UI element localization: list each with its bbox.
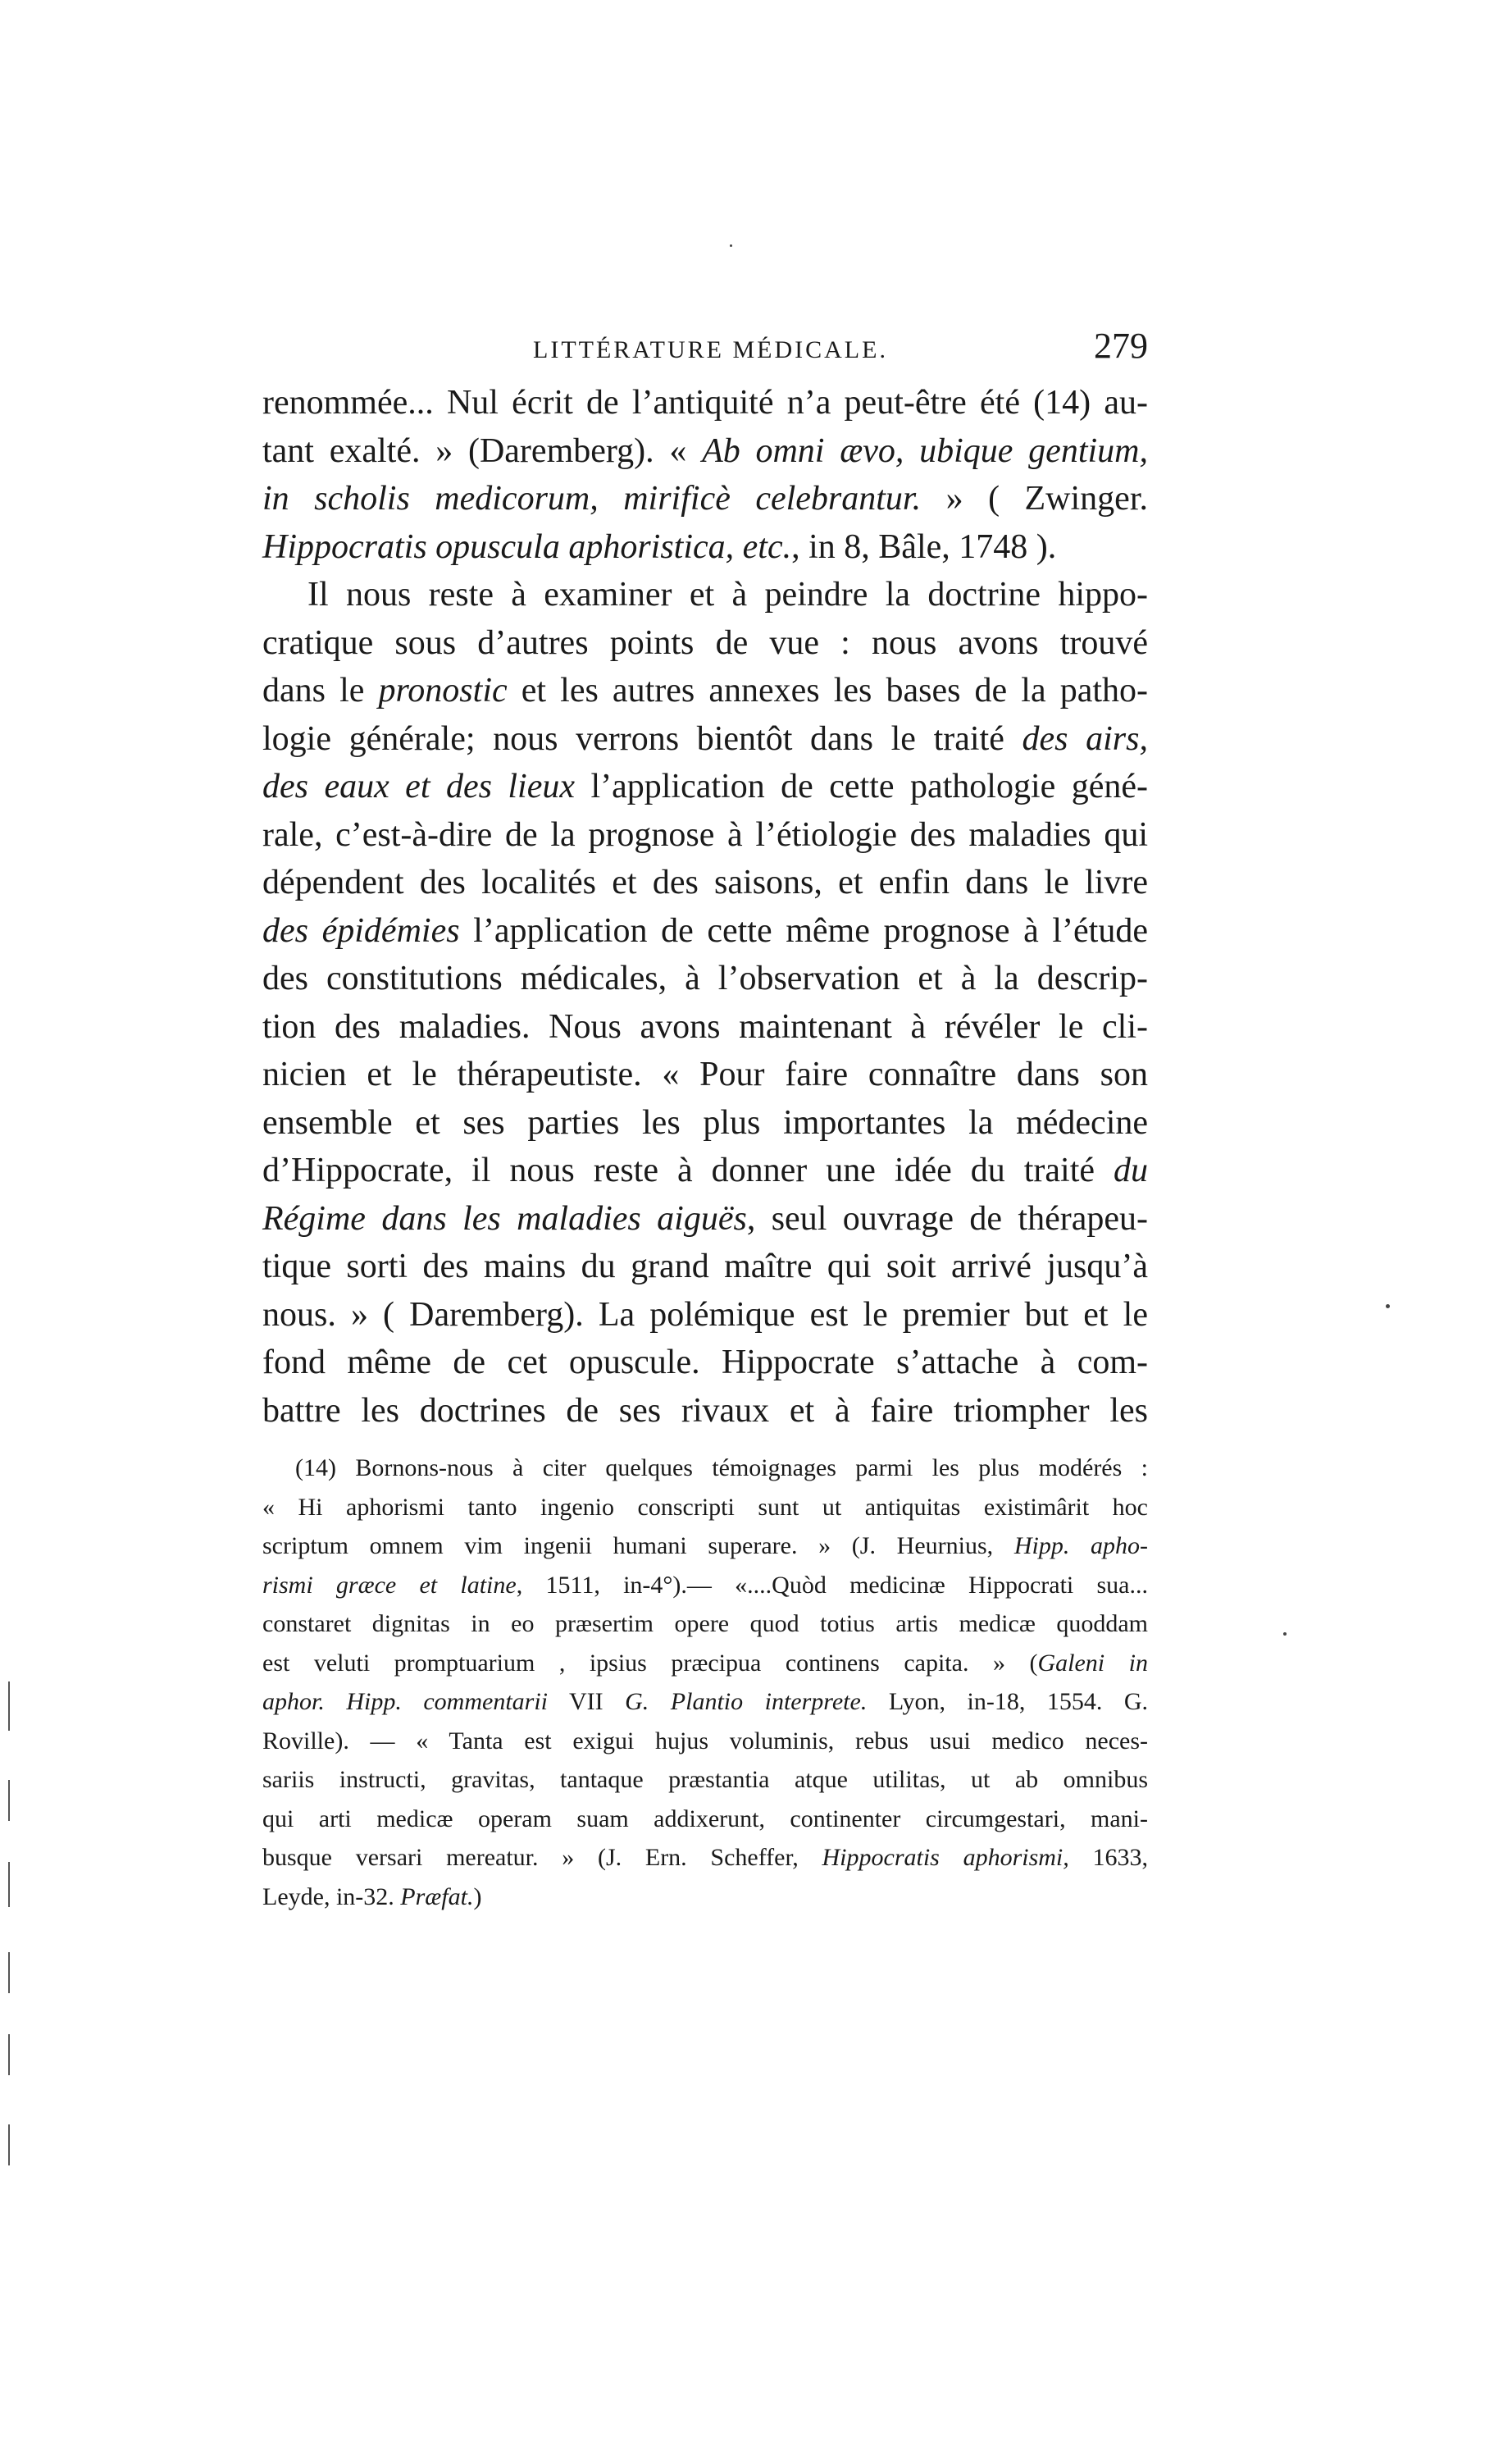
text-line: d’Hippocrate, il nous reste à donner une idée du traité du (262, 1152, 1148, 1189)
running-title: LITTÉRATURE MÉDICALE. (533, 336, 888, 363)
page-number: 279 (1094, 326, 1148, 366)
scan-margin-mark (8, 2124, 10, 2165)
text-line: cratique sous d’autres points de vue : nous avons trouvé (262, 623, 1148, 662)
footnote-line: rismi græce et latine, 1511, in-4°).— «....Quòd medicinæ Hippocrati sua... (262, 1571, 1148, 1599)
footnote-line: est veluti promptuarium , ipsius præcipua continens capita. » (Galeni in (262, 1649, 1148, 1677)
text-line: nous. » ( Daremberg). La polémique est le premier but et le (262, 1295, 1148, 1334)
footnote-line: sariis instructi, gravitas, tantaque præstantia atque utilitas, ut ab omnibus (262, 1766, 1148, 1793)
scan-speck (1386, 1304, 1390, 1308)
footnote-line: constaret dignitas in eo præsertim opere quod totius artis medicæ quoddam (262, 1610, 1148, 1637)
running-head (262, 325, 1148, 374)
footnote-line: « Hi aphorismi tanto ingenio conscripti sunt ut antiquitas existimârit hoc (262, 1493, 1148, 1521)
footnote-line: (14) Bornons-nous à citer quelques témoignages parmi les plus modérés : (295, 1454, 1148, 1481)
text-line: des eaux et des lieux l’application de cette pathologie géné- (262, 768, 1148, 805)
text-line: ensemble et ses parties les plus importantes la médecine (262, 1103, 1148, 1142)
text-line: tique sorti des mains du grand maître qui soit arrivé jusqu’à (262, 1248, 1148, 1285)
text-line: rale, c’est-à-dire de la prognose à l’étiologie des maladies qui (262, 815, 1148, 854)
footnote (262, 1449, 1148, 1916)
text-line: tion des maladies. Nous avons maintenant à révéler le cli- (262, 1007, 1148, 1046)
text-line: dépendent des localités et des saisons, et enfin dans le livre (262, 864, 1148, 901)
footnote-line: Leyde, in-32. Præfat.) (262, 1882, 482, 1910)
footnote-line: qui arti medicæ operam suam addixerunt, continenter circumgestari, mani- (262, 1805, 1148, 1832)
footnote-line: busque versari mereatur. » (J. Ern. Scheffer, Hippocratis aphorismi, 1633, (262, 1844, 1148, 1871)
text-line: Hippocratis opuscula aphoristica, etc., in 8, Bâle, 1748 ). (262, 527, 1057, 566)
text-line: battre les doctrines de ses rivaux et à faire triompher les (262, 1391, 1148, 1430)
scan-margin-mark (8, 1780, 10, 1821)
text-line: Régime dans les maladies aiguës, seul ouvrage de thérapeu- (262, 1199, 1148, 1238)
text-line: dans le pronostic et les autres annexes les bases de la patho- (262, 672, 1148, 710)
scan-margin-mark (8, 1681, 10, 1731)
text-line: renommée... Nul écrit de l’antiquité n’a peut-être été (14) au- (262, 384, 1148, 422)
footnote-line: Roville). — « Tanta est exigui hujus voluminis, rebus usui medico neces- (262, 1727, 1148, 1754)
footnote-line: scriptum omnem vim ingenii humani superare. » (J. Heurnius, Hipp. apho- (262, 1532, 1148, 1559)
scan-speck (730, 244, 732, 247)
scan-margin-mark (8, 1862, 10, 1907)
paragraph-start: Il nous reste à examiner et à peindre la doctrine hippo- (307, 576, 1148, 614)
text-line: in scholis medicorum, mirificè celebrantur. » ( Zwinger. (262, 480, 1148, 518)
scan-margin-mark (8, 1952, 10, 1993)
text-line: tant exalté. » (Daremberg). « Ab omni ævo, ubique gentium, (262, 431, 1148, 470)
scan-speck (1283, 1632, 1287, 1636)
footnote-line: aphor. Hipp. commentarii VII G. Plantio interprete. Lyon, in-18, 1554. G. (262, 1688, 1149, 1715)
text-line: des constitutions médicales, à l’observation et à la descrip- (262, 960, 1148, 997)
scan-margin-mark (8, 2034, 10, 2075)
main-text (262, 379, 1148, 1435)
text-line: fond même de cet opuscule. Hippocrate s’attache à com- (262, 1344, 1148, 1381)
text-line: logie générale; nous verrons bientôt dans le traité des airs, (262, 719, 1148, 758)
text-line: nicien et le thérapeutiste. « Pour faire connaître dans son (262, 1056, 1148, 1093)
text-line: des épidémies l’application de cette même prognose à l’étude (262, 911, 1148, 950)
